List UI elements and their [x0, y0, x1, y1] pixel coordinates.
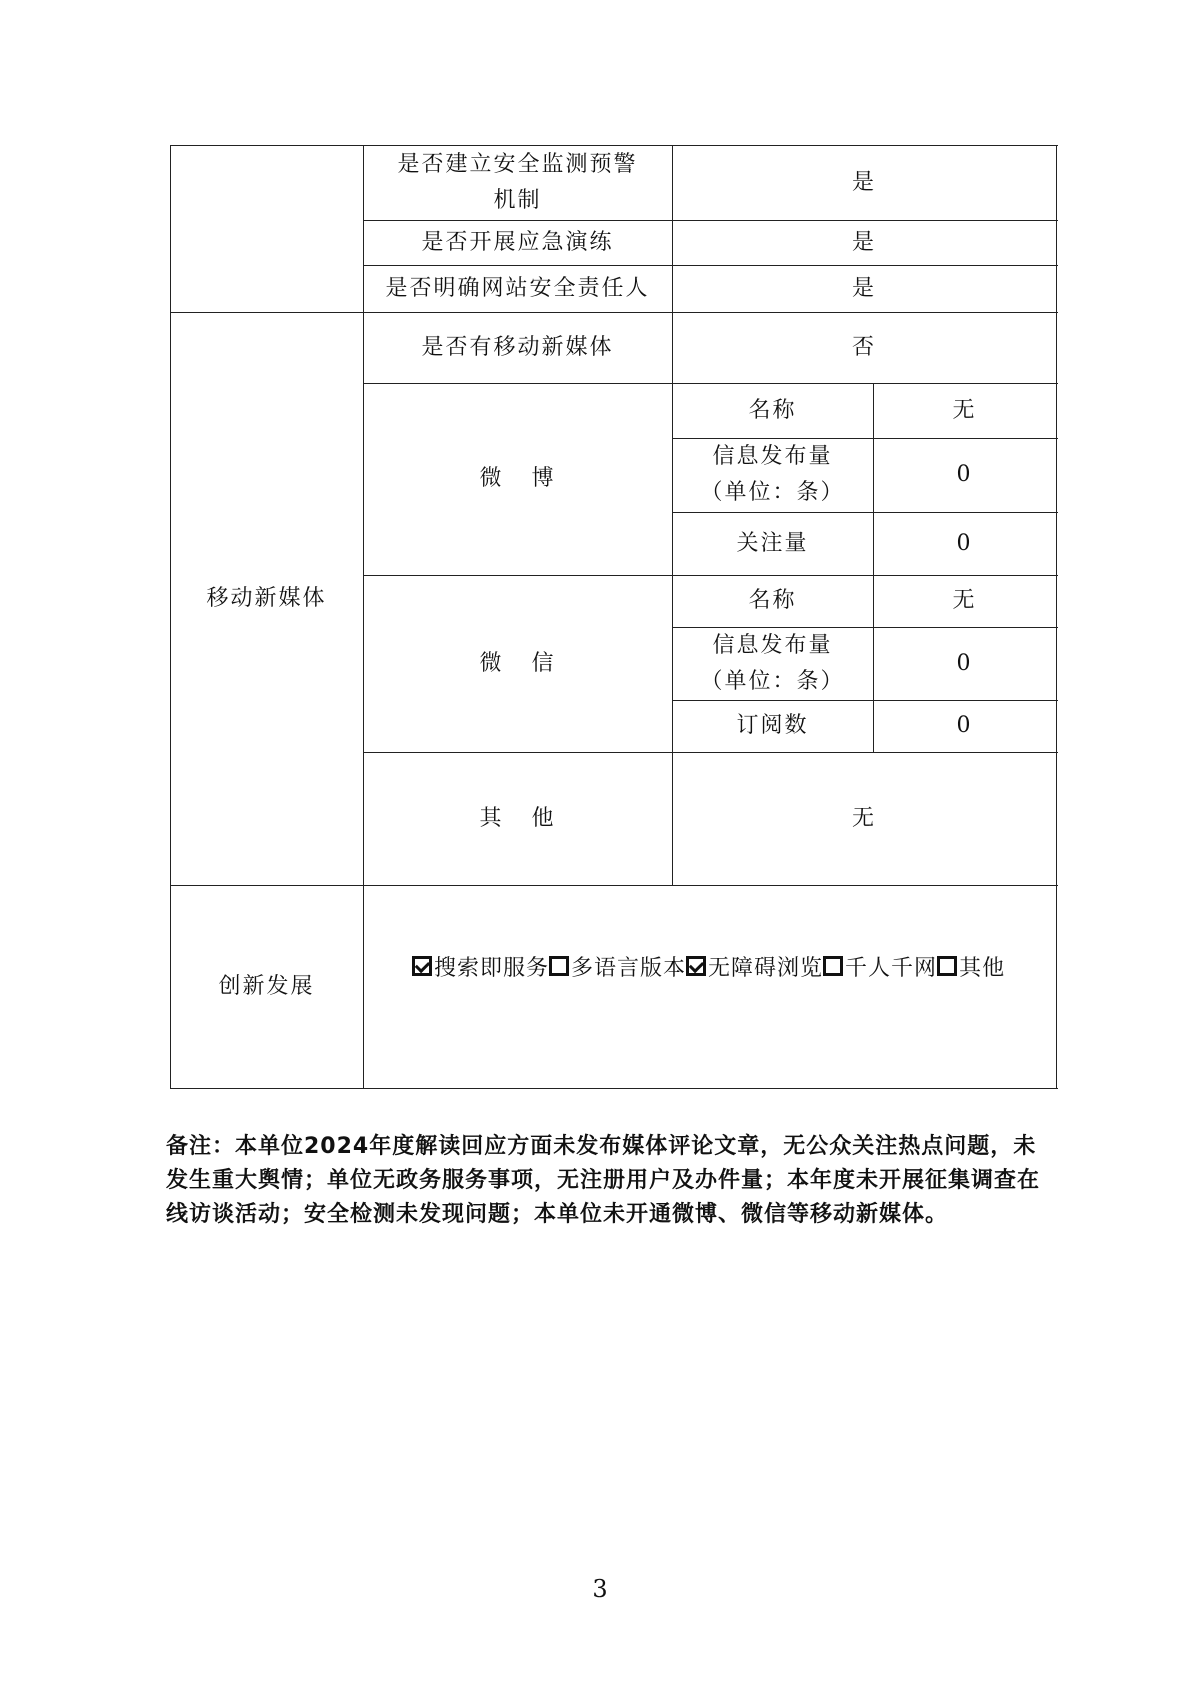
remarks-note: 备注：本单位2024年度解读回应方面未发布媒体评论文章，无公众关注热点问题，未发生重大舆情；单位无政务服务事项，无注册用户及办件量；本年度未开展征集调查在线访谈活动；安全检测未发现问题；本单位未开通微博、微信等移动新媒体。 [166, 1134, 1041, 1227]
monitoring-mechanism-label: 是否建立安全监测预警 机制 [397, 151, 638, 213]
weibo-followers-label: 关注量 [736, 530, 809, 556]
weibo-posts-value: 0 [956, 462, 973, 487]
emergency-drill-value: 是 [851, 229, 876, 255]
wechat-name-label: 名称 [748, 588, 797, 613]
has-mobile-media-label: 是否有移动新媒体 [421, 334, 614, 360]
wechat-subscribers-value: 0 [956, 713, 973, 738]
weibo-name-label: 名称 [748, 397, 797, 423]
option-other[interactable]: 其他 [937, 951, 1005, 982]
wechat-label: 微 信 [479, 650, 556, 676]
weibo-posts-label: 信息发布量 （单位：条） [700, 444, 845, 505]
innovation-options [412, 946, 1052, 986]
wechat-subscribers-label: 订阅数 [736, 713, 809, 738]
monitoring-mechanism-value: 是 [851, 169, 876, 195]
page-number: 3 [592, 1575, 608, 1603]
weibo-name-value: 无 [952, 397, 977, 423]
has-mobile-media-value: 否 [851, 334, 876, 360]
option-personalized[interactable]: 千人千网 [823, 951, 937, 982]
unchecked-box-icon [823, 956, 843, 976]
innovation-label: 创新发展 [218, 973, 315, 999]
wechat-posts-value: 0 [956, 650, 973, 676]
checked-box-icon [412, 956, 432, 976]
wechat-name-value: 无 [952, 588, 977, 613]
weibo-label: 微 博 [479, 466, 556, 491]
security-officer-value: 是 [851, 275, 876, 301]
checked-box-icon [686, 956, 706, 976]
option-search-service[interactable]: 搜索即服务 [412, 951, 549, 982]
emergency-drill-label: 是否开展应急演练 [421, 229, 614, 255]
option-accessibility[interactable]: 无障碍浏览 [686, 951, 823, 982]
unchecked-box-icon [549, 956, 569, 976]
other-media-value: 无 [851, 805, 876, 831]
weibo-followers-value: 0 [956, 530, 973, 556]
mobile-media-section-label: 移动新媒体 [206, 585, 327, 611]
other-media-label: 其 他 [479, 805, 556, 831]
unchecked-box-icon [937, 956, 957, 976]
security-officer-label: 是否明确网站安全责任人 [385, 275, 650, 301]
option-multilingual[interactable]: 多语言版本 [549, 951, 686, 982]
wechat-posts-label: 信息发布量 （单位：条） [700, 632, 845, 694]
